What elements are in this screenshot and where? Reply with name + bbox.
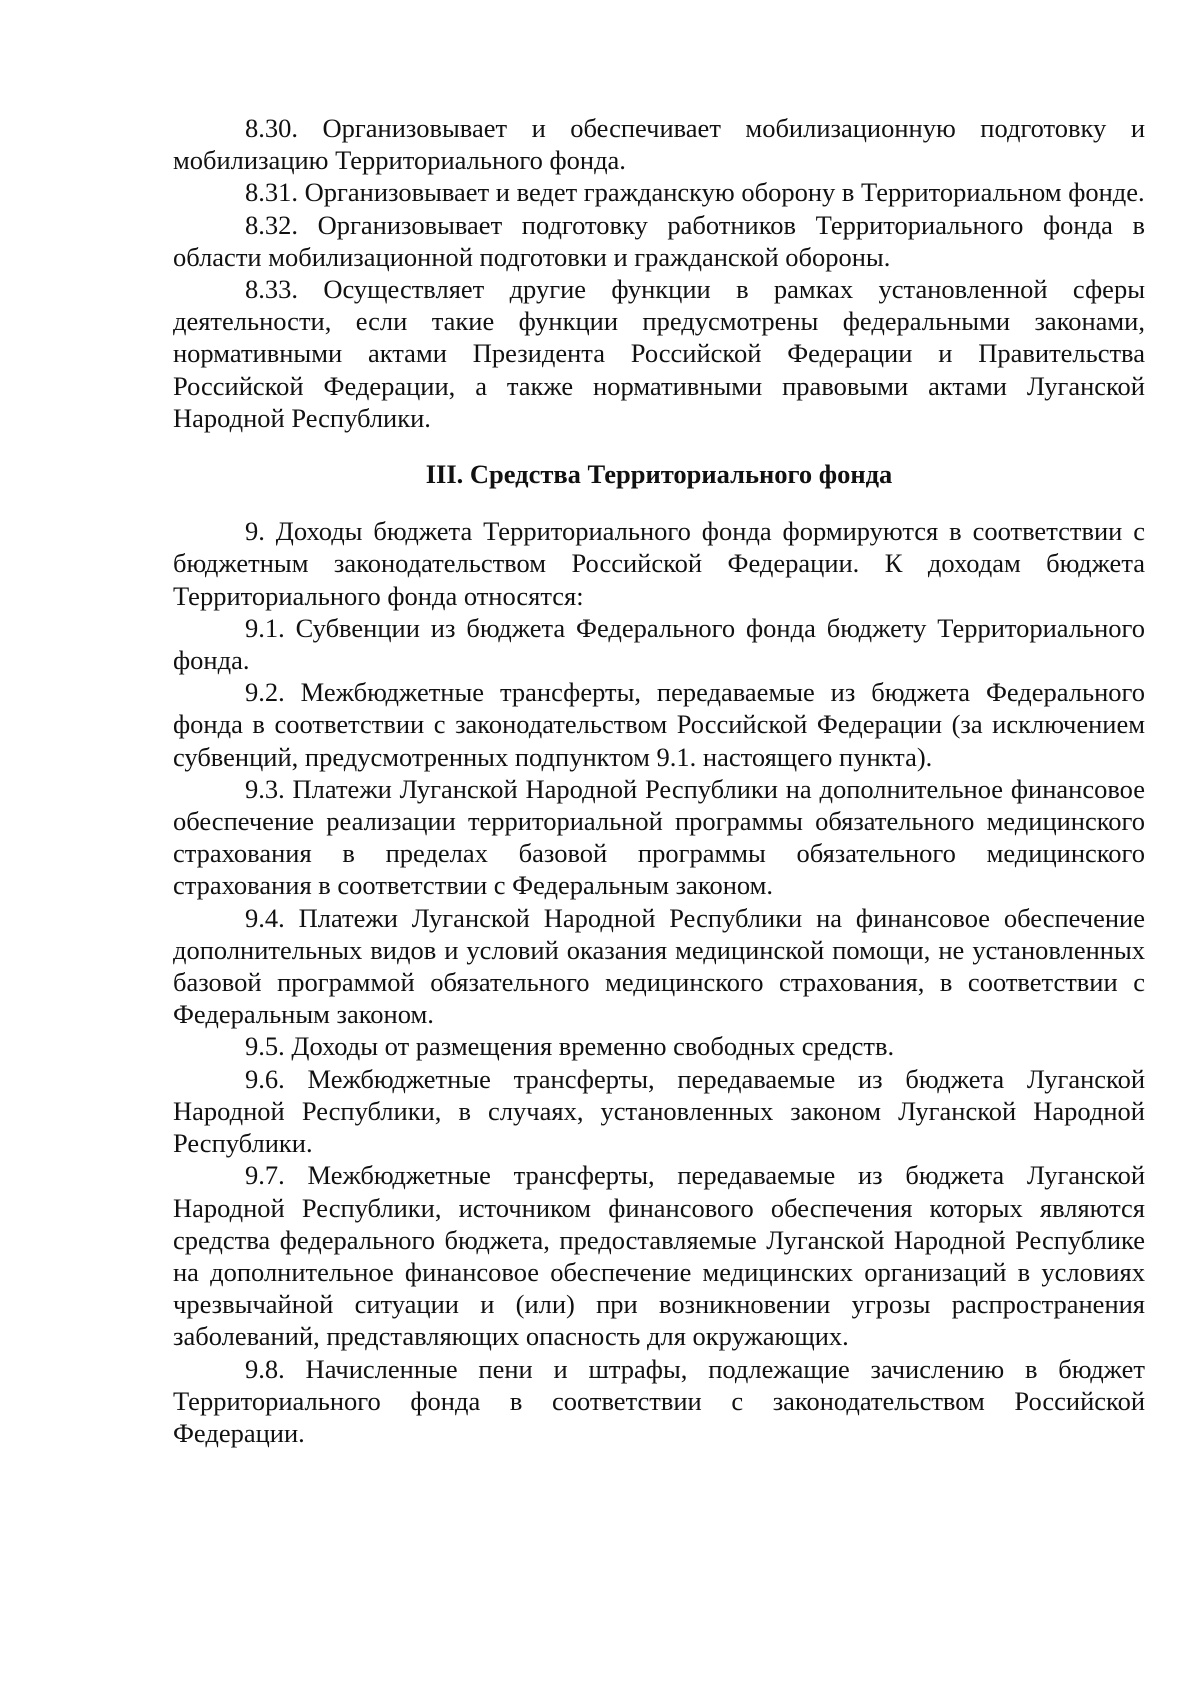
clause-9-5: 9.5. Доходы от размещения временно свободных средств. [245,1031,895,1062]
clause-9-1: 9.1. Субвенции из бюджета Федерального фонда бюджету Территориального фонда. [173,612,1145,676]
clause-9-8: 9.8. Начисленные пени и штрафы, подлежащие зачислению в бюджет Территориального фонда в соответствии с законодательством Российской Федерации. [173,1353,1145,1448]
document-page [173,112,1145,1449]
clause-8-33: 8.33. Осуществляет другие функции в рамках установленной сферы деятельности, если такие функции предусмотрены федеральными законами, нормативными актами Президента Российской Федерации и Правительства Российской Федерации, а также нормативными правовыми актами Луганской Народной Республики. [173,274,1145,433]
clause-9-4: 9.4. Платежи Луганской Народной Республики на финансовое обеспечение дополнительных видов и условий оказания медицинской помощи, не установленных базовой программой обязательного медицинского страхования, в соответствии с Федеральным законом. [173,902,1145,1030]
clause-9-2: 9.2. Межбюджетные трансферты, передаваемые из бюджета Федерального фонда в соответствии с законодательством Российской Федерации (за исключением субвенций, предусмотренных подпунктом 9.1. настоящего пункта). [173,677,1145,772]
clause-9-7: 9.7. Межбюджетные трансферты, передаваемые из бюджета Луганской Народной Республики, источником финансового обеспечения которых являются средства федерального бюджета, предоставляемые Луганской Народной Республике на дополнительное финансовое обеспечение медицинских организаций в условиях чрезвычайной ситуации и (или) при возникновении угрозы распространения заболеваний, представляющих опасность для окружающих. [173,1160,1145,1352]
clause-8-30: 8.30. Организовывает и обеспечивает мобилизационную подготовку и мобилизацию Территориального фонда. [173,113,1145,176]
spacer [173,490,1145,515]
spacer [173,434,1145,458]
clause-9-6: 9.6. Межбюджетные трансферты, передаваемые из бюджета Луганской Народной Республики, в случаях, установленных законом Луганской Народной Республики. [173,1063,1145,1159]
clause-8-32: 8.32. Организовывает подготовку работников Территориального фонда в области мобилизационной подготовки и гражданской обороны. [173,209,1145,272]
clause-8-31: 8.31. Организовывает и ведет гражданскую оборону в Территориальном фонде. [245,177,1145,208]
section-heading: III. Средства Территориального фонда [425,459,893,490]
clause-9-3: 9.3. Платежи Луганской Народной Республики на дополнительное финансовое обеспечение реализации территориальной программы обязательного медицинского страхования в пределах базовой программы обязательного медицинского страхования в соответствии с Федеральным законом. [173,773,1145,901]
clause-9-intro: 9. Доходы бюджета Территориального фонда формируются в соответствии с бюджетным законодательством Российской Федерации. К доходам бюджета Территориального фонда относятся: [173,516,1145,611]
